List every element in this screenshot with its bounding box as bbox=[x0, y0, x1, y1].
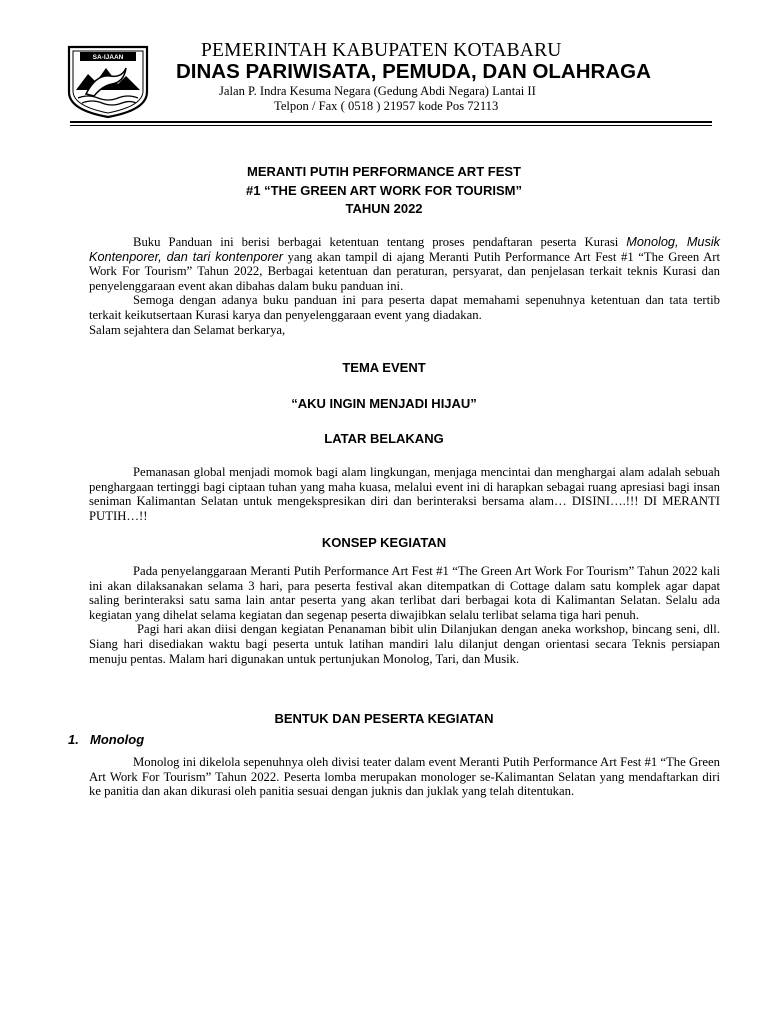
letterhead-address: Jalan P. Indra Kesuma Negara (Gedung Abdi Negara) Lantai II bbox=[219, 84, 536, 98]
intro-italic-categories: Monolog, Musik Kontenporer, dan tari kontenporer bbox=[89, 235, 720, 264]
intro-section bbox=[89, 235, 720, 337]
svg-text:SA-IJAAN: SA-IJAAN bbox=[92, 54, 124, 62]
letterhead-phone: Telpon / Fax ( 0518 ) 21957 kode Pos 72113 bbox=[274, 99, 499, 113]
item-number: 1. bbox=[68, 732, 79, 747]
item-heading-monolog bbox=[68, 732, 144, 747]
doc-title-line1: MERANTI PUTIH PERFORMANCE ART FEST bbox=[247, 164, 521, 179]
tema-theme: “AKU INGIN MENJADI HIJAU” bbox=[291, 396, 477, 411]
konsep-paragraph-2: Pagi hari akan diisi dengan kegiatan Penanaman bibit ulin Dilanjukan dengan aneka workshop, bincang seni, dll. Siang hari disediakan waktu bagi peserta untuk latihan mandiri lalu dilanjut dengan orientasi secara Teknis persiapan menuju pentas. Malam hari digunakan untuk pertunjukan Monolog, Tari, dan Musik. bbox=[89, 622, 720, 666]
letterhead-rule-thin bbox=[70, 125, 712, 126]
intro-paragraph-2: Semoga dengan adanya buku panduan ini para peserta dapat memahami sepenuhnya ketentuan dan tata tertib terkait keikutsertaan Kurasi karya dan penyelenggaraan event yang diadakan. bbox=[89, 293, 720, 322]
letterhead-department: DINAS PARIWISATA, PEMUDA, DAN OLAHRAGA bbox=[176, 60, 651, 83]
intro-closing: Salam sejahtera dan Selamat berkarya, bbox=[89, 322, 286, 337]
tema-heading: TEMA EVENT bbox=[342, 360, 426, 375]
konsep-section bbox=[89, 564, 720, 666]
latar-section bbox=[89, 465, 720, 523]
agency-logo bbox=[66, 44, 150, 120]
letterhead-rule-thick bbox=[70, 121, 712, 123]
letterhead-agency: PEMERINTAH KABUPATEN KOTABARU bbox=[201, 40, 562, 61]
doc-title-line2: #1 “THE GREEN ART WORK FOR TOURISM” bbox=[246, 183, 522, 198]
intro-paragraph-1: Buku Panduan ini berisi berbagai ketentuan tentang proses pendaftaran peserta Kurasi Monolog, Musik Kontenporer, dan tari kontenporer yang akan tampil di ajang Meranti Putih Performance Art Fest #1 “The Green Art Work For Tourism” Tahun 2022, Berbagai ketentuan dan peraturan, persyarat, dan penjelasan terkait teknis Kurasi dan penyelenggaraan event akan dibahas dalam buku panduan ini. bbox=[89, 235, 720, 293]
bentuk-heading: BENTUK DAN PESERTA KEGIATAN bbox=[274, 711, 494, 726]
konsep-paragraph-1: Pada penyelanggaraan Meranti Putih Performance Art Fest #1 “The Green Art Work For Tourism” Tahun 2022 kali ini akan dilaksanakan selama 3 hari, para peserta festival akan ditempatkan di Cottage dalam satu komplek agar dapat saling berinteraksi satu sama lain antar peserta yang akan terlibat dari berbagai kota di Kalimantan Selatan. Selalu ada kegiatan yang dihelat selama kegiatan dan segenap peserta diwajibkan selalu terlibat selama tiga hari penuh. bbox=[89, 564, 720, 622]
item-title: Monolog bbox=[90, 732, 145, 747]
latar-paragraph: Pemanasan global menjadi momok bagi alam lingkungan, menjaga mencintai dan menghargai alam adalah sebuah penghargaan tertinggi bagi ciptaan tuhan yang maha kuasa, melalui event ini di harapkan sebagai ruang apresiasi bagi insan seniman Kalimantan Selatan untuk mengekspresikan diri dan berinteraksi bersama alam… DISINI….!!! DI MERANTI PUTIH…!! bbox=[89, 465, 720, 523]
doc-title-line3: TAHUN 2022 bbox=[345, 201, 423, 216]
kotabaru-crest-icon bbox=[66, 44, 150, 120]
monolog-paragraph: Monolog ini dikelola sepenuhnya oleh divisi teater dalam event Meranti Putih Performance Art Fest #1 “The Green Art Work For Tourism” Tahun 2022. Peserta lomba merupakan monologer se-Kalimantan Selatan yang mendaftarkan diri ke panitia dan akan dikurasi oleh panitia sesuai dengan juknis dan juklak yang telah ditentukan. bbox=[89, 755, 720, 799]
konsep-heading: KONSEP KEGIATAN bbox=[321, 535, 447, 550]
monolog-section bbox=[89, 755, 720, 799]
latar-heading: LATAR BELAKANG bbox=[324, 431, 444, 446]
